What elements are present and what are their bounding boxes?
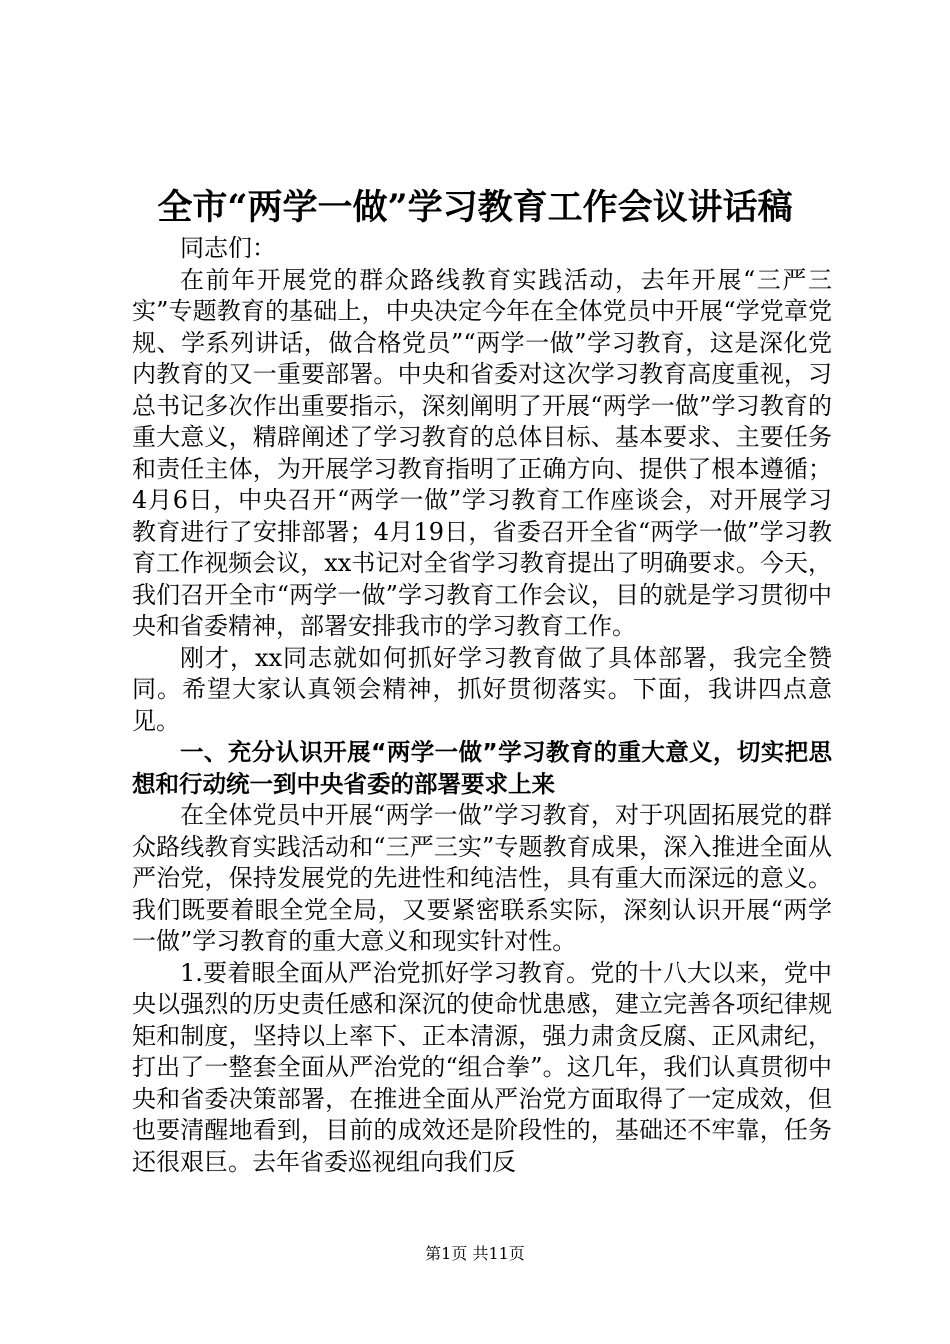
paragraph: 1.要着眼全面从严治党抓好学习教育。党的十八大以来，党中央以强烈的历史责任感和深沉的使命忧患感，建立完善各项纪律规矩和制度，坚持以上率下、正本清源，强力肃贪反腐、正风肃纪，打出了一整套全面从严治党的“组合拳”。这几年，我们认真贯彻中央和省委决策部署，在推进全面从严治党方面取得了一定成效，但也要清醒地看到，目前的成效还是阶段性的，基础还不牢靠，任务还很艰巨。去年省委巡视组向我们反: [132, 958, 832, 1176]
paragraph: 刚才，xx同志就如何抓好学习教育做了具体部署，我完全赞同。希望大家认真领会精神，抓好贯彻落实。下面，我讲四点意见。: [132, 643, 832, 735]
paragraph: 在全体党员中开展“两学一做”学习教育，对于巩固拓展党的群众路线教育实践活动和“三严三实”专题教育成果，深入推进全面从严治党，保持发展党的先进性和纯洁性，具有重大而深远的意义。我们既要着眼全党全局，又要紧密联系实际，深刻认识开展“两学一做”学习教育的重大意义和现实针对性。: [132, 801, 832, 955]
page-number: 第1页 共11页: [425, 1244, 525, 1263]
paragraph: 在前年开展党的群众路线教育实践活动，去年开展“三严三实”专题教育的基础上，中央决定今年在全体党员中开展“学党章党规、学系列讲话，做合格党员”“两学一做”学习教育，这是深化党内教育的又一重要部署。中央和省委对这次学习教育高度重视，习总书记多次作出重要指示，深刻阐明了开展“两学一做”学习教育的重大意义，精辟阐述了学习教育的总体目标、基本要求、主要任务和责任主体，为开展学习教育指明了正确方向、提供了根本遵循；4月6日，中央召开“两学一做”学习教育工作座谈会，对开展学习教育进行了安排部署；4月19日，省委召开全省“两学一做”学习教育工作视频会议，xx书记对全省学习教育提出了明确要求。今天，我们召开全市“两学一做”学习教育工作会议，目的就是学习贯彻中央和省委精神，部署安排我市的学习教育工作。: [132, 265, 832, 640]
salutation: 同志们：: [180, 234, 276, 262]
document-body: [132, 233, 832, 1178]
document-title: 全市“两学一做”学习教育工作会议讲话稿: [157, 187, 793, 228]
section-heading: 一、充分认识开展“两学一做”学习教育的重大意义，切实把思想和行动统一到中央省委的部署要求上来: [132, 738, 832, 798]
